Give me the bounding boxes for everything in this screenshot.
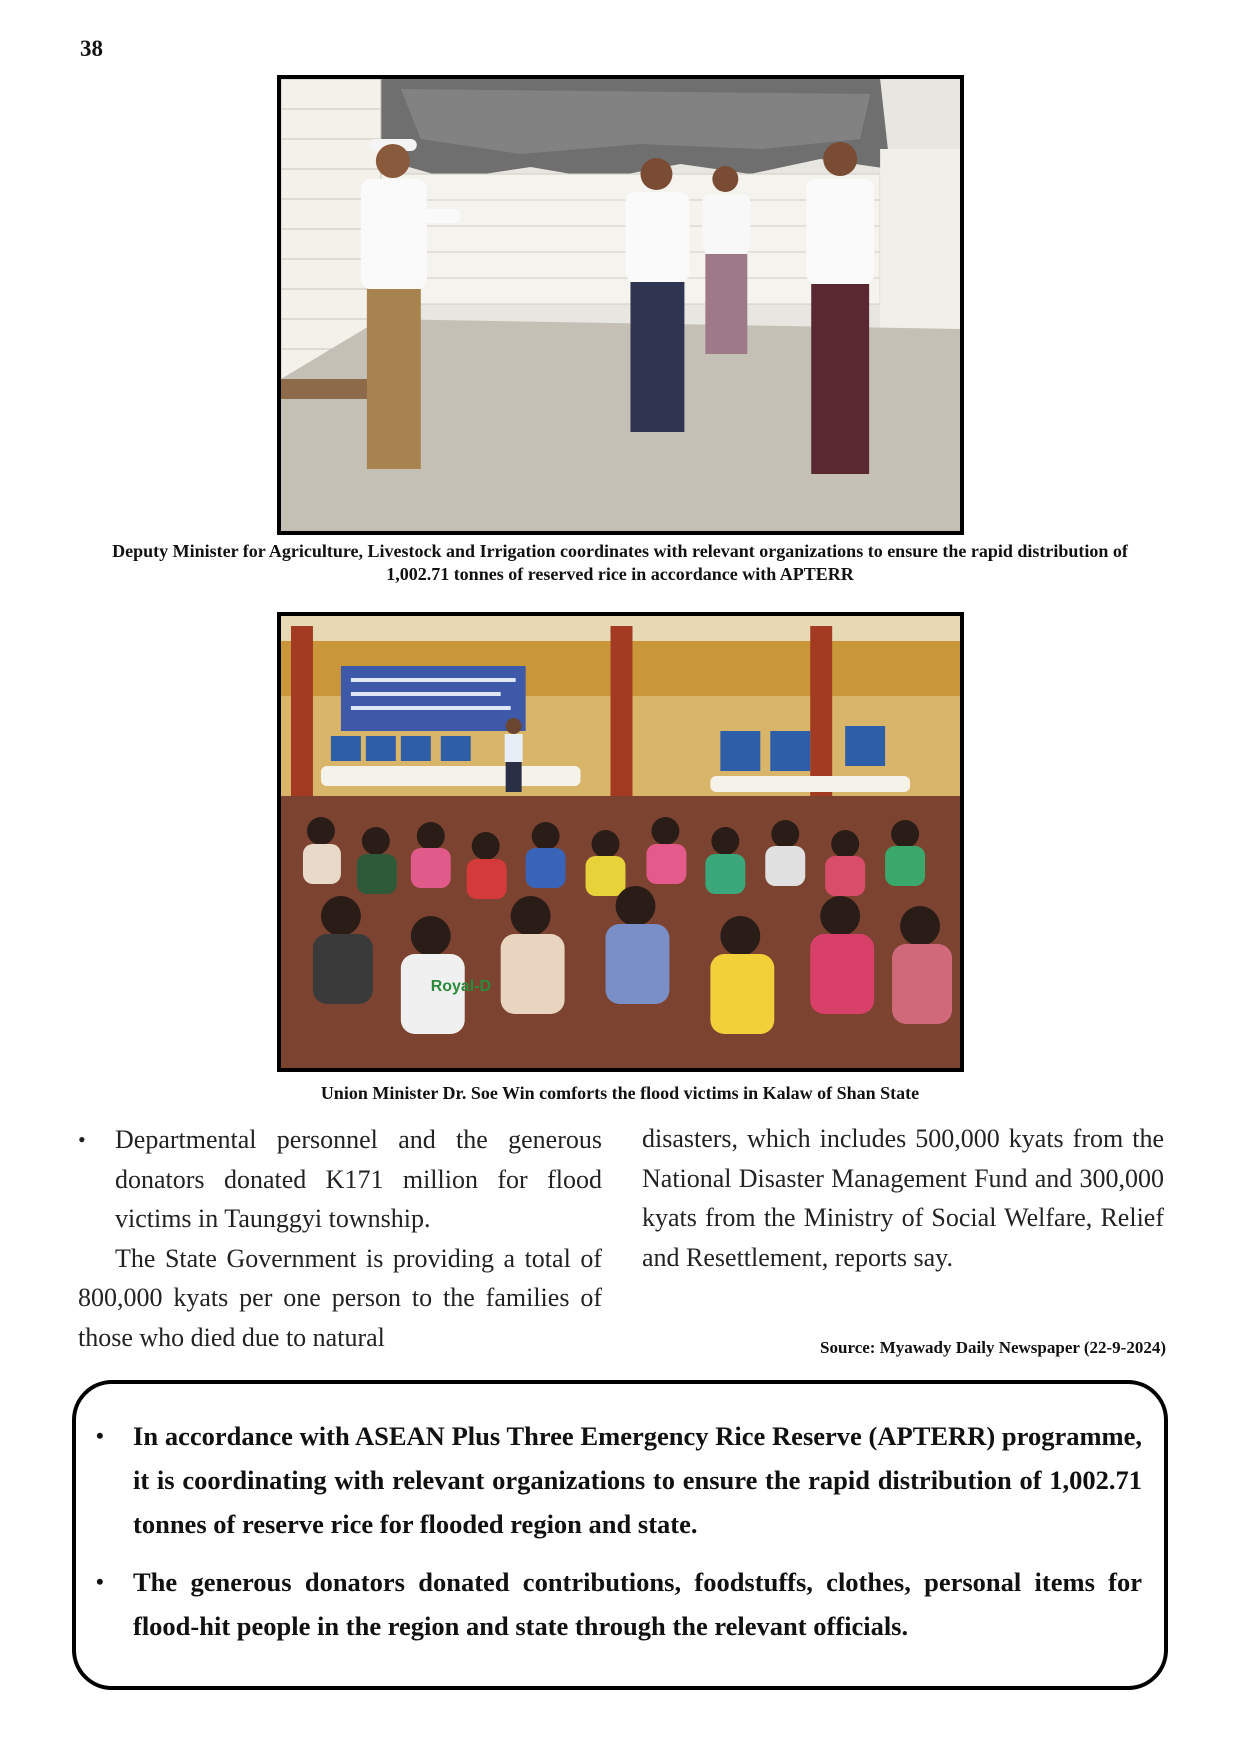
warehouse-photo-caption: Deputy Minister for Agriculture, Livestock and Irrigation coordinates with relevant organizations to ensure the rapid distribution of 1,002.71 tonnes of reserved rice in accordance with APTERR [112, 541, 1128, 584]
article-bullet [78, 1120, 602, 1239]
page-number: 38 [80, 36, 103, 61]
shirt-text: Royal-D [430, 977, 492, 996]
article-source: Source: Myawady Daily Newspaper (22-9-2024) [820, 1338, 1166, 1357]
summary-item-text: The generous donators donated contributions, foodstuffs, clothes, personal items for flood-hit people in the region and state through the relevant officials. [133, 1567, 1142, 1641]
flood-victims-photo [277, 612, 964, 1072]
summary-box [72, 1380, 1168, 1690]
bullet-icon: • [78, 1127, 86, 1152]
article-right-column [642, 1119, 1164, 1277]
summary-item [96, 1414, 1142, 1546]
warehouse-photo [277, 75, 964, 535]
summary-item-text: In accordance with ASEAN Plus Three Emergency Rice Reserve (APTERR) programme, it is coordinating with relevant organizations to ensure the rapid distribution of 1,002.71 tonnes of reserve rice for flooded region and state. [133, 1421, 1142, 1539]
article-bullet-text: Departmental personnel and the generous donators donated K171 million for flood victims in Taunggyi township. [115, 1125, 602, 1233]
article-paragraph-left: The State Government is providing a total of 800,000 kyats per one person to the families of those who died due to natural [78, 1243, 602, 1352]
flood-victims-photo-caption: Union Minister Dr. Soe Win comforts the flood victims in Kalaw of Shan State [320, 1083, 920, 1103]
article-left-column [78, 1120, 602, 1357]
bullet-icon: • [96, 1423, 104, 1448]
summary-item [96, 1560, 1142, 1648]
bullet-icon: • [96, 1569, 104, 1594]
article-paragraph-right: disasters, which includes 500,000 kyats from the National Disaster Management Fund and 300,000 kyats from the Ministry of Social Welfare, Relief and Resettlement, reports say. [642, 1124, 1164, 1272]
